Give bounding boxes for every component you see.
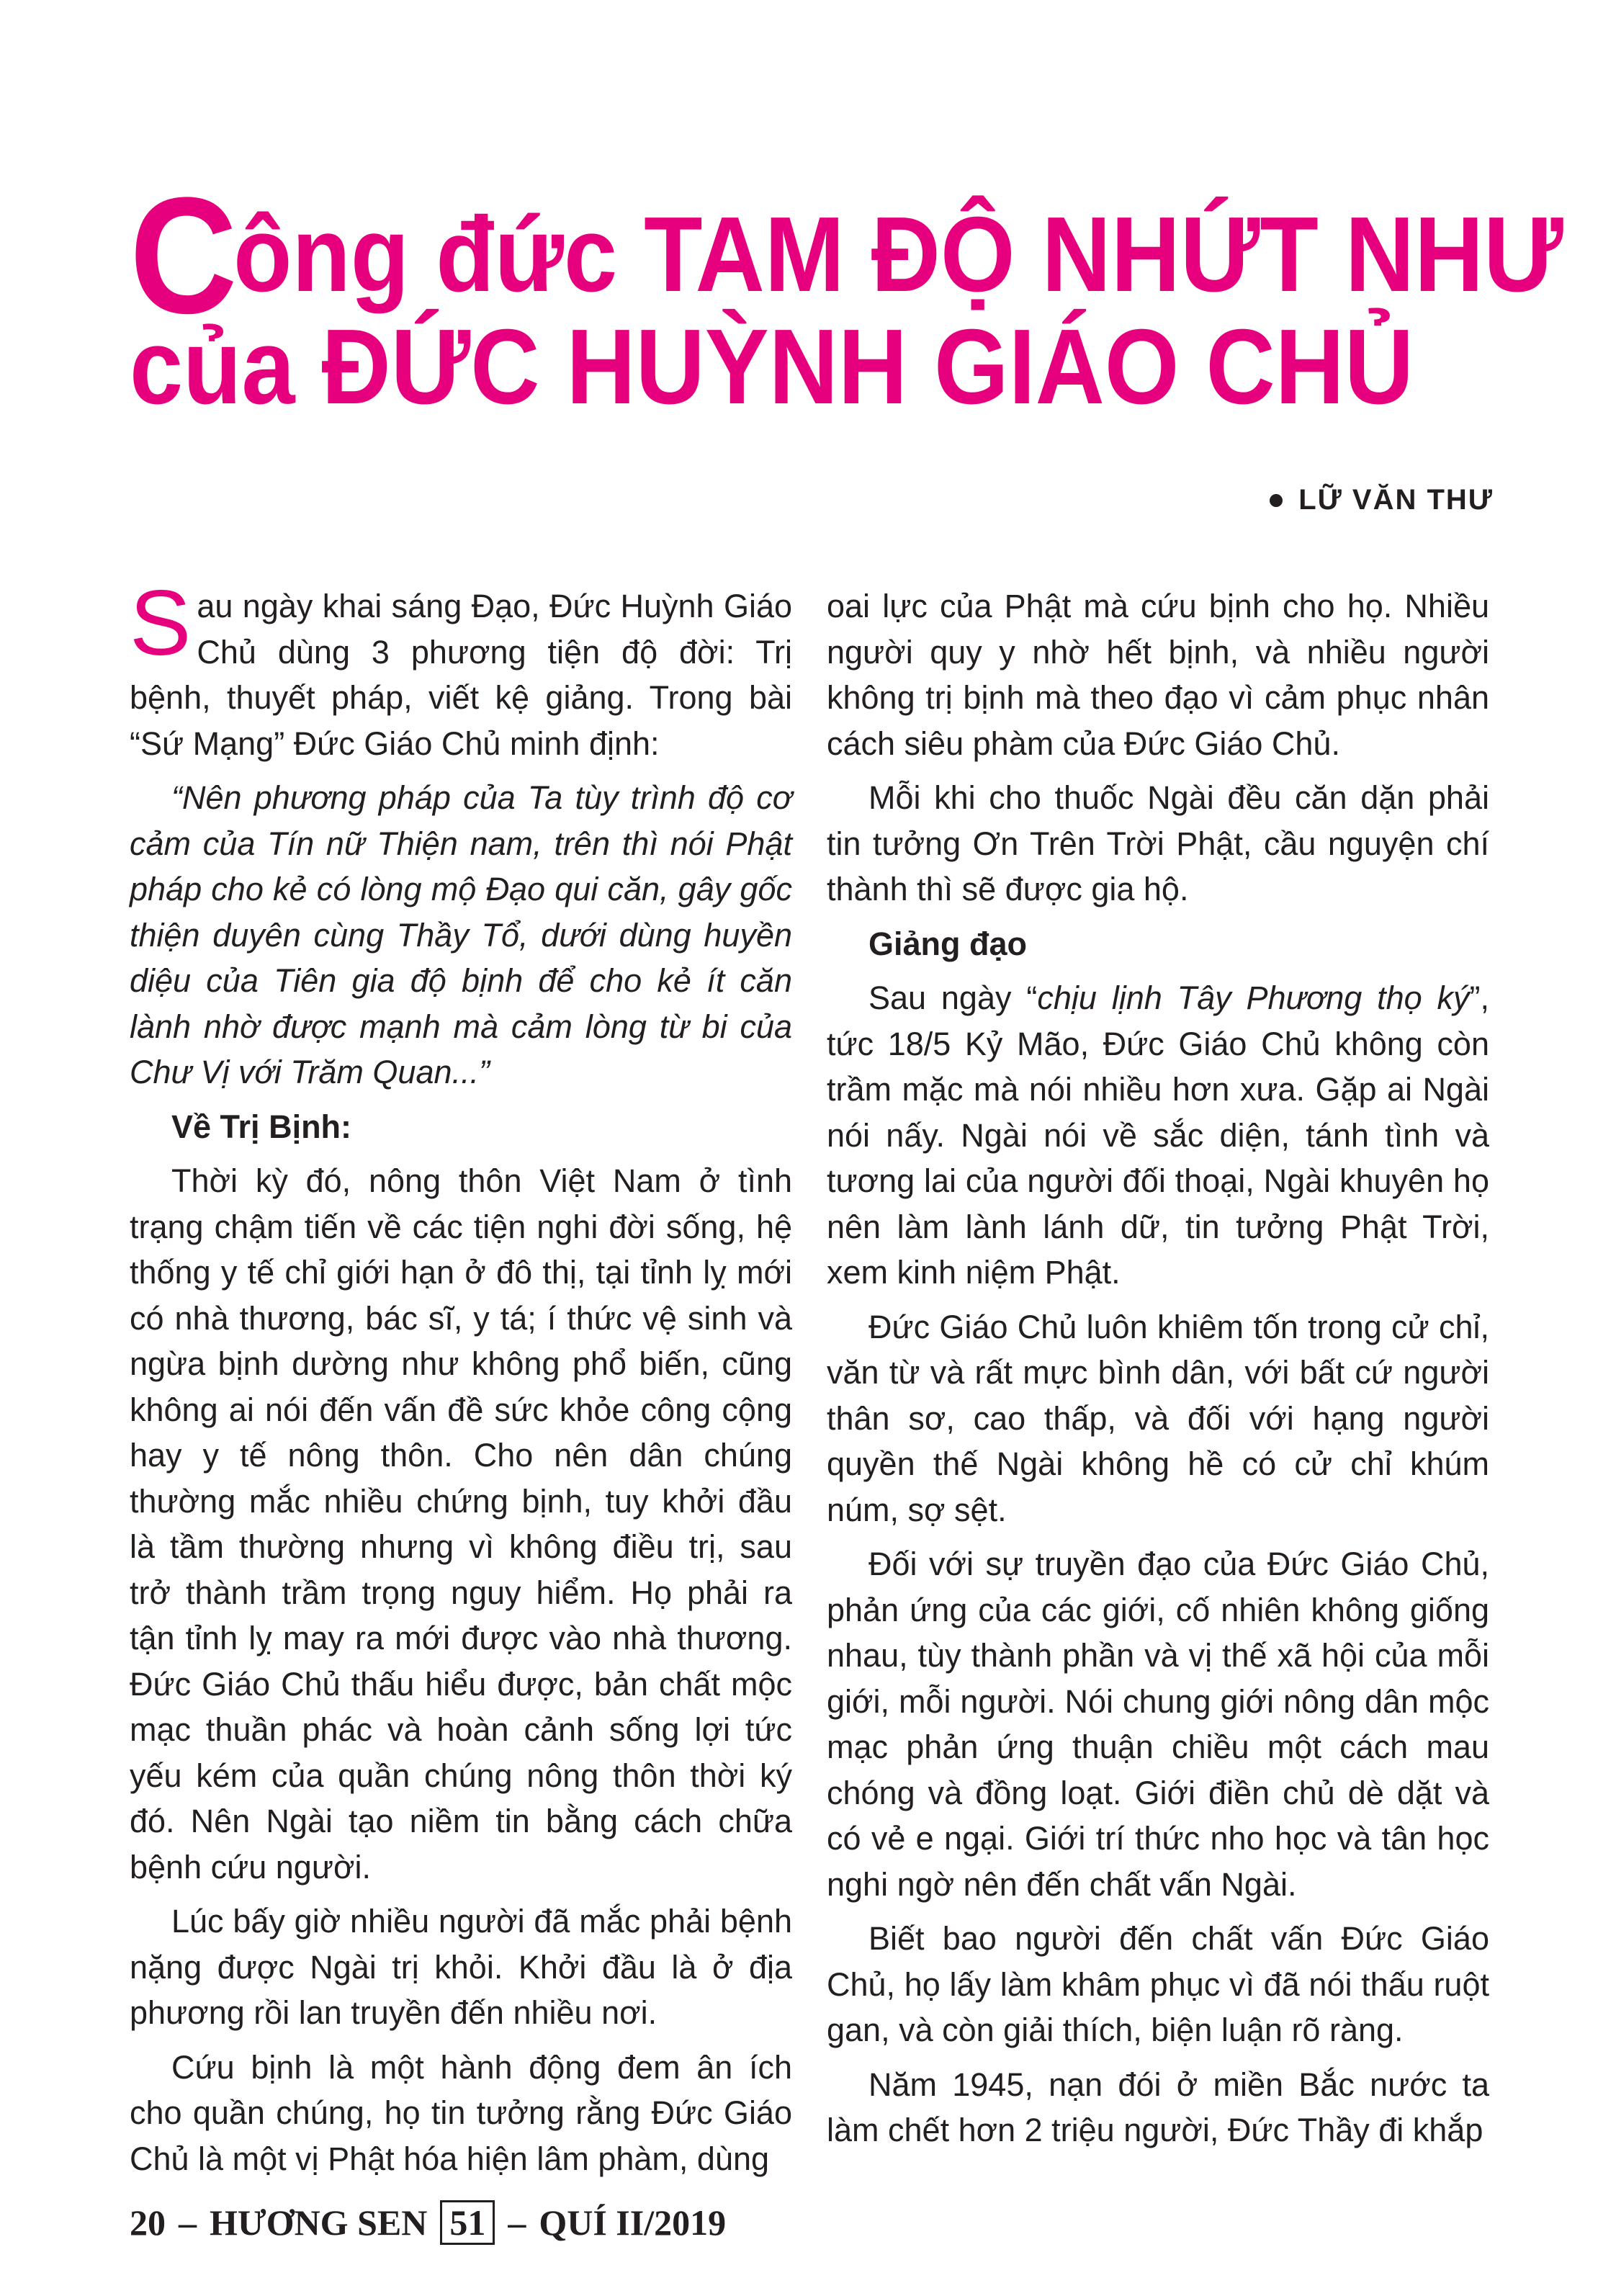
paragraph: Cứu bịnh là một hành động đem ân ích cho quần chúng, họ tin tưởng rằng Đức Giáo Chủ là một vị Phật hóa hiện lâm phàm, dùng	[130, 2048, 792, 2177]
magazine-name: HƯƠNG SEN	[210, 2202, 428, 2243]
paragraph: Lúc bấy giờ nhiều người đã mắc phải bệnh nặng được Ngài trị khỏi. Khởi đầu là ở địa phương rồi lan truyền đến nhiều nơi.	[130, 1903, 792, 2031]
byline	[1270, 484, 1494, 516]
quote-paragraph: “Nên phương pháp của Ta tùy trình độ cơ cảm của Tín nữ Thiện nam, trên thì nói Phật pháp cho kẻ có lòng mộ Đạo qui căn, gây gốc thiện duyên cùng Thầy Tổ, dưới dùng huyền diệu của Tiên gia độ bịnh để cho kẻ ít căn lành nhờ được mạnh mà cảm lòng từ bi của Chư Vị với Trăm Quan...”	[130, 779, 792, 1090]
paragraph: Biết bao người đến chất vấn Đức Giáo Chủ, họ lấy làm khâm phục vì đã nói thấu ruột gan, và còn giải thích, biện luận rõ ràng.	[827, 1920, 1489, 2048]
issue-period: QUÍ II/2019	[539, 2202, 727, 2243]
section-heading: Về Trị Bịnh:	[171, 1108, 352, 1145]
title-initial-letter: C	[130, 163, 238, 348]
paragraph	[130, 572, 792, 766]
title-line-2: của ĐỨC HUỲNH GIÁO CHỦ	[130, 308, 1414, 426]
paragraph: Thời kỳ đó, nông thôn Việt Nam ở tình trạng chậm tiến về các tiện nghi đời sống, hệ thống y tế chỉ giới hạn ở đô thị, tại tỉnh lỵ mới có nhà thương, bác sĩ, y tá; í thức vệ sinh và ngừa bịnh dường như không phổ biến, cũng không ai nói đến vấn đề sức khỏe công cộng hay y tế nông thôn. Cho nên dân chúng thường mắc nhiều chứng bịnh, tuy khởi đầu là tầm thường nhưng vì không điều trị, sau trở thành trầm trọng nguy hiểm. Họ phải ra tận tỉnh lỵ may ra mới được vào nhà thương. Đức Giáo Chủ thấu hiểu được, bản chất mộc mạc thuần phác và hoàn cảnh sống lợi tức yếu kém của quần chúng nông thôn thời ký đó. Nên Ngài tạo niềm tin bằng cách chữa bệnh cứu người.	[130, 1162, 792, 1885]
page-number: 20	[130, 2202, 166, 2243]
author-name: LỮ VĂN THƯ	[1298, 484, 1494, 516]
footer-dash: –	[508, 2202, 526, 2243]
issue-number-box: 51	[440, 2200, 495, 2245]
left-column	[130, 572, 792, 2190]
paragraph-text: au ngày khai sáng Đạo, Đức Huỳnh Giáo Chủ dùng 3 phương tiện độ đời: Trị bệnh, thuyết pháp, viết kệ giảng. Trong bài “Sứ Mạng” Đức Giáo Chủ minh định:	[130, 588, 792, 762]
drop-cap: S	[130, 572, 192, 675]
text-span: ”, tức 18/5 Kỷ Mão, Đức Giáo Chủ không còn trầm mặc mà nói nhiều hơn xưa. Gặp ai Ngài nói nấy. Ngài nói về sắc diện, tánh tình và tương lai của người đối thoại, Ngài khuyên họ nên làm lành lánh dữ, tin tưởng Phật Trời, xem kinh niệm Phật.	[827, 979, 1489, 1291]
italic-phrase: chịu lịnh Tây Phương thọ ký	[1037, 979, 1470, 1016]
right-column	[827, 583, 1489, 2162]
text-span: Sau ngày “	[868, 979, 1038, 1016]
bullet-icon	[1270, 494, 1283, 507]
section-heading: Giảng đạo	[868, 925, 1028, 962]
paragraph	[827, 975, 1489, 1296]
footer-dash: –	[179, 2202, 197, 2243]
paragraph: Mỗi khi cho thuốc Ngài đều căn dặn phải tin tưởng Ơn Trên Trời Phật, cầu nguyện chí thành thì sẽ được gia hộ.	[827, 779, 1489, 907]
paragraph: Đối với sự truyền đạo của Đức Giáo Chủ, phản ứng của các giới, cố nhiên không giống nhau, tùy thành phần và vị thế xã hội của mỗi giới, mỗi người. Nói chung giới nông dân mộc mạc phản ứng thuận chiều một cách mau chóng và đồng loạt. Giới điền chủ dè dặt và có vẻ e ngại. Giới trí thức nho học và tân học nghi ngờ nên đến chất vấn Ngài.	[827, 1546, 1489, 1903]
page-footer	[130, 2200, 726, 2245]
title-line-1-text: ông đức TAM ĐỘ NHỨT NHƯ	[233, 195, 1563, 314]
paragraph: Đức Giáo Chủ luôn khiêm tốn trong cử chỉ, văn từ và rất mực bình dân, với bất cứ người thân sơ, cao thấp, và đối với hạng người quyền thế Ngài không hề có cử chỉ khúm núm, sợ sệt.	[827, 1308, 1489, 1528]
paragraph: Năm 1945, nạn đói ở miền Bắc nước ta làm chết hơn 2 triệu người, Đức Thầy đi khắp	[827, 2066, 1489, 2148]
paragraph: oai lực của Phật mà cứu bịnh cho họ. Nhiều người quy y nhờ hết bịnh, và nhiều người không trị bịnh mà theo đạo vì cảm phục nhân cách siêu phàm của Đức Giáo Chủ.	[827, 588, 1489, 762]
